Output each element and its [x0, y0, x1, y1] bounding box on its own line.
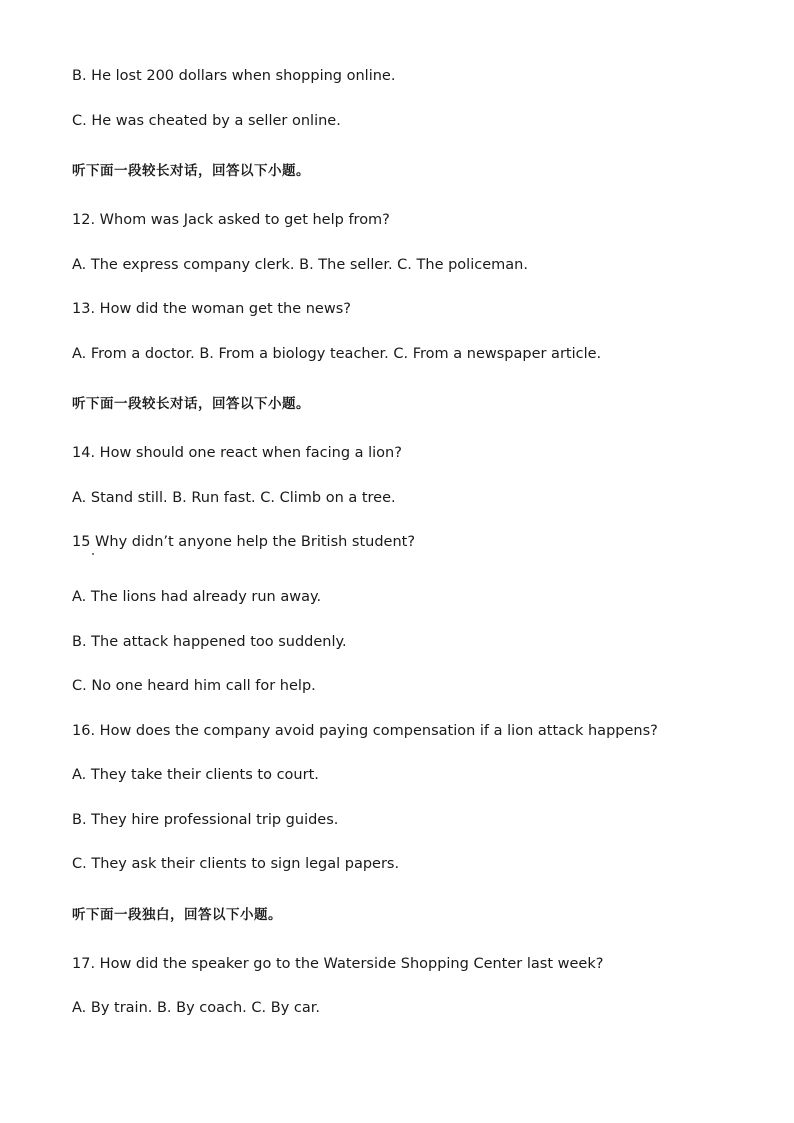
option-16a: A. They take their clients to court. [72, 767, 319, 783]
option-11b: B. He lost 200 dollars when shopping online. [72, 68, 396, 84]
option-15c: C. No one heard him call for help. [72, 678, 316, 694]
question-17: 17. How did the speaker go to the Waterside Shopping Center last week? [72, 956, 604, 972]
option-11c: C. He was cheated by a seller online. [72, 113, 341, 129]
section-heading-2: 听下面一段较长对话，回答以下小题。 [72, 396, 310, 412]
question-12: 12. Whom was Jack asked to get help from? [72, 212, 390, 228]
question-14: 14. How should one react when facing a lion? [72, 445, 402, 461]
options-13: A. From a doctor. B. From a biology teacher. C. From a newspaper article. [72, 346, 602, 362]
question-15: 15 Why didn’t anyone help the British student? [72, 534, 416, 550]
options-17: A. By train. B. By coach. C. By car. [72, 1000, 320, 1016]
option-15b: B. The attack happened too suddenly. [72, 634, 347, 650]
section-heading-3: 听下面一段独白，回答以下小题。 [72, 907, 282, 923]
question-13: 13. How did the woman get the news? [72, 301, 351, 317]
option-16c: C. They ask their clients to sign legal papers. [72, 856, 400, 872]
options-14: A. Stand still. B. Run fast. C. Climb on a tree. [72, 490, 396, 506]
section-heading-1: 听下面一段较长对话，回答以下小题。 [72, 163, 310, 179]
options-12: A. The express company clerk. B. The seller. C. The policeman. [72, 257, 528, 273]
question-16: 16. How does the company avoid paying compensation if a lion attack happens? [72, 723, 658, 739]
option-16b: B. They hire professional trip guides. [72, 812, 339, 828]
stray-dot [92, 553, 94, 555]
option-15a: A. The lions had already run away. [72, 589, 322, 605]
